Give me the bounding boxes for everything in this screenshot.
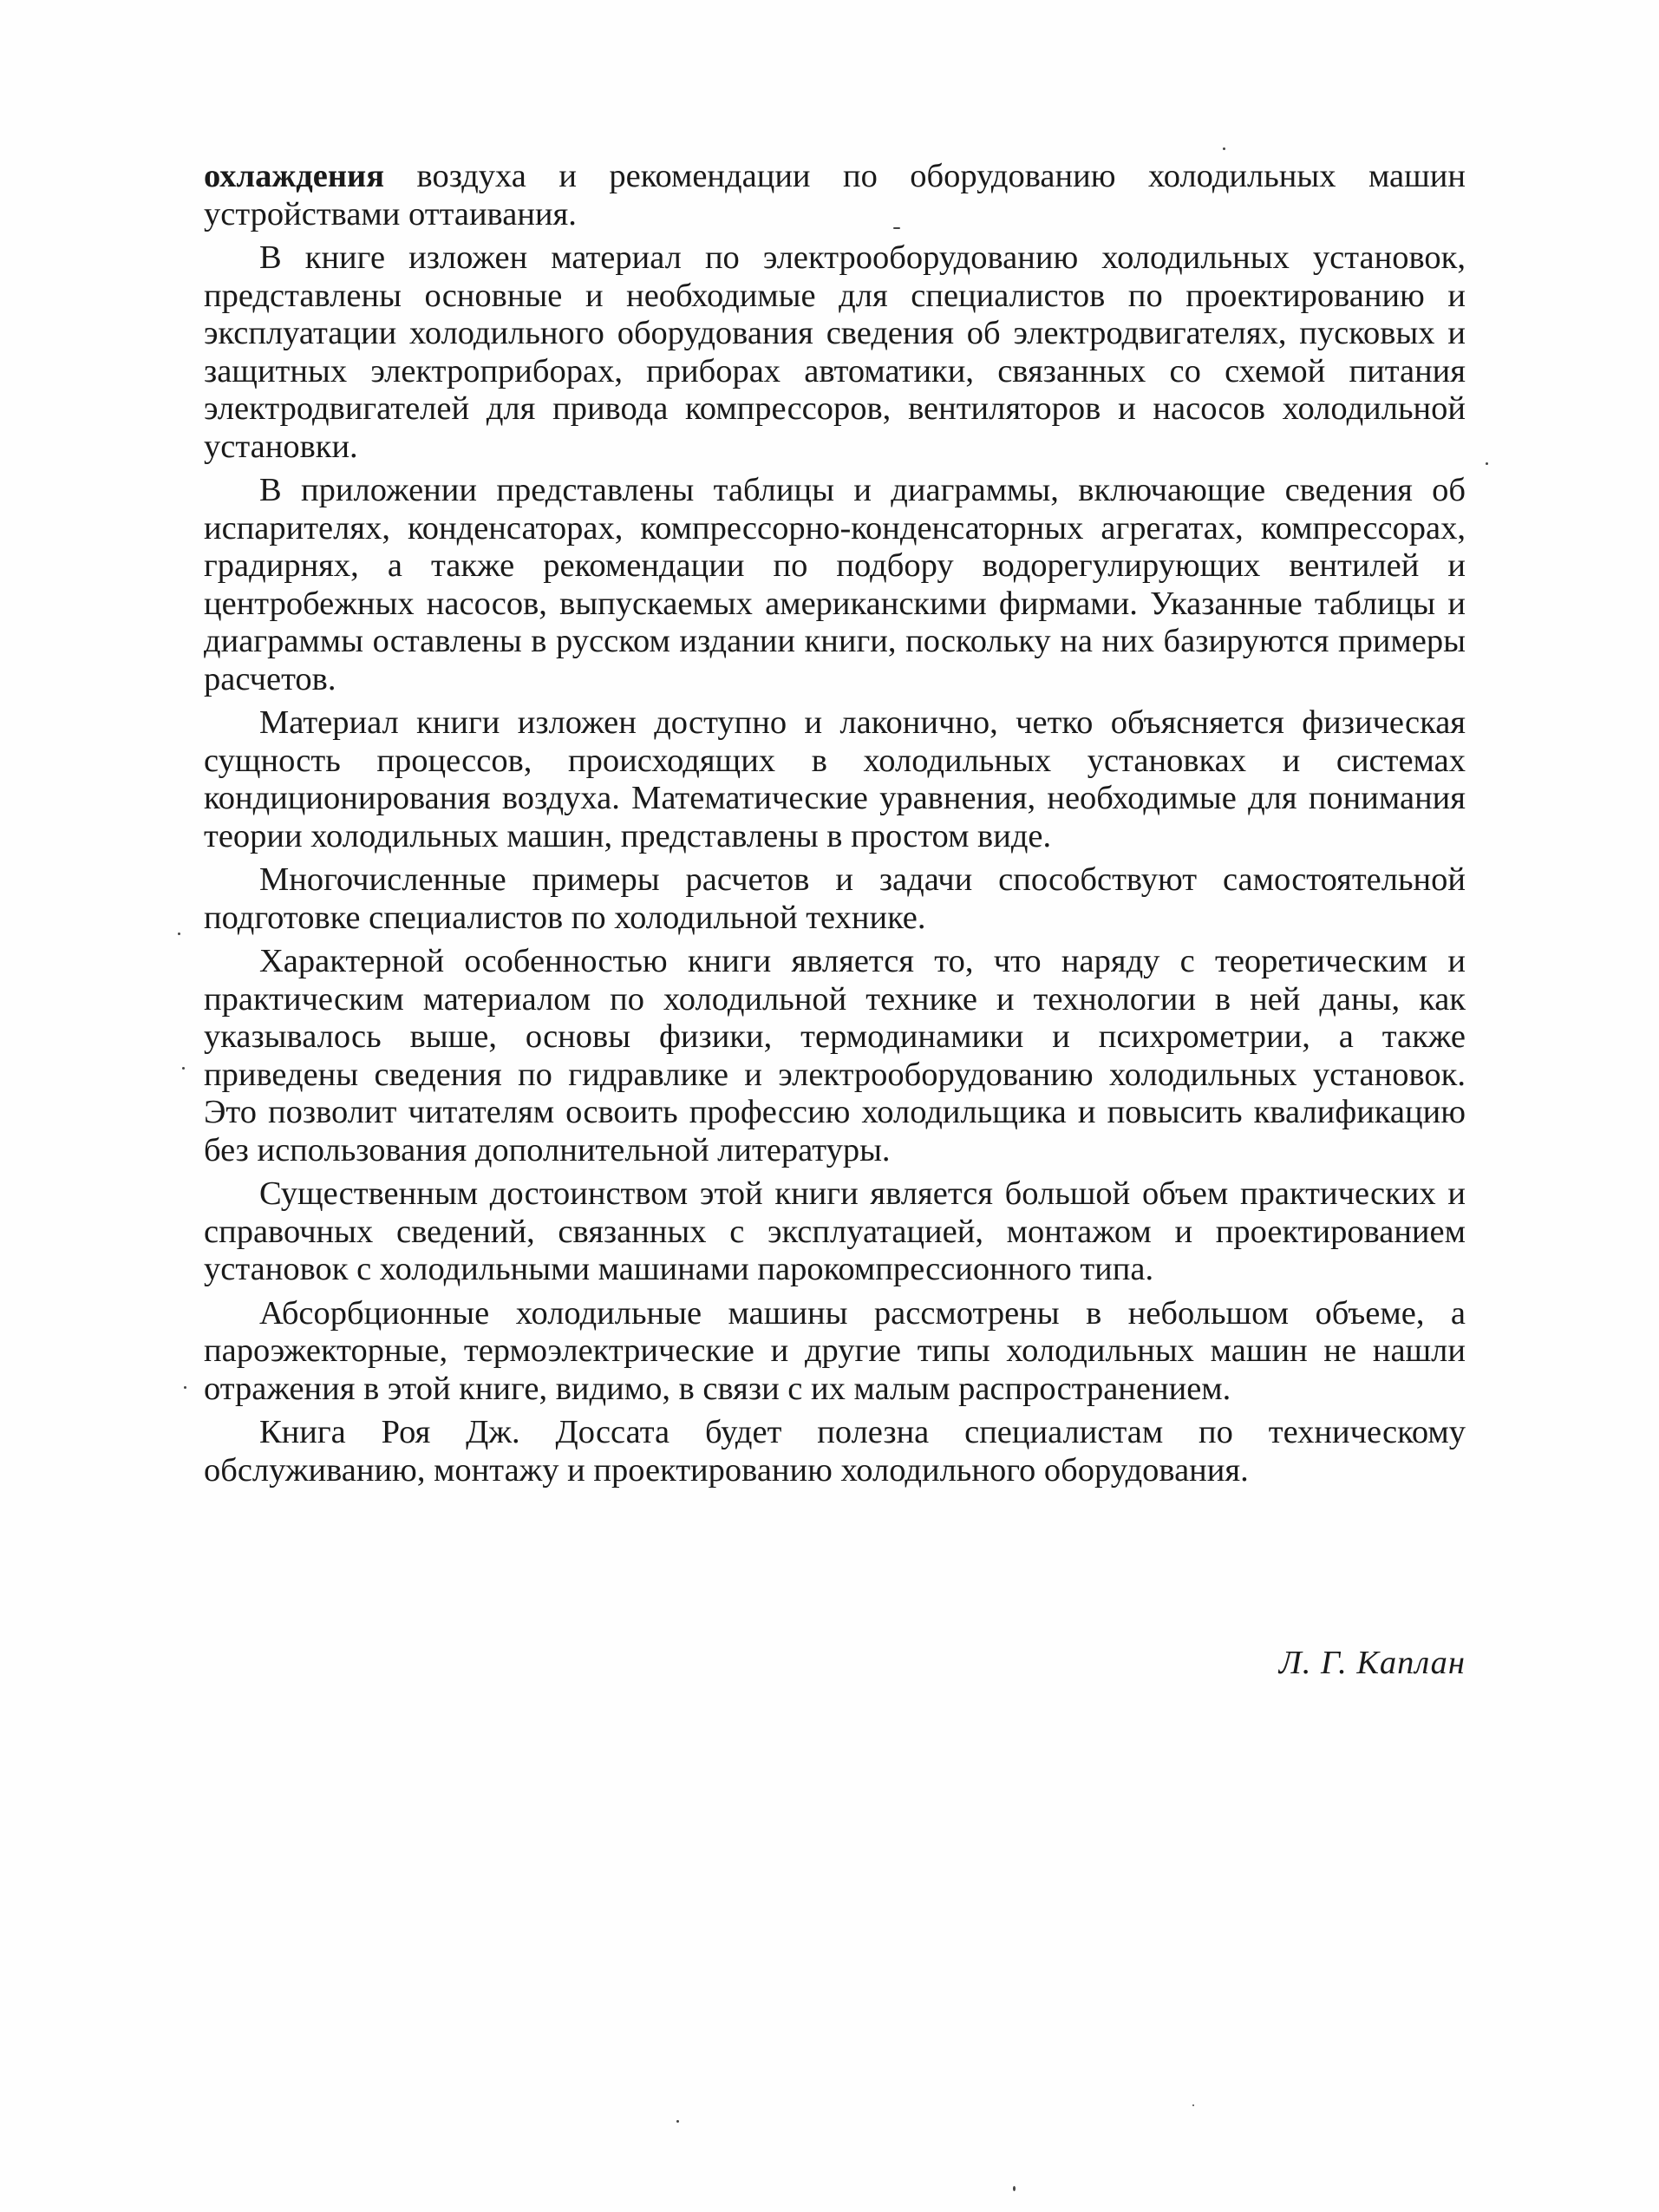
scan-speck xyxy=(893,227,900,229)
paragraph-3: В приложении представлены таблицы и диаграммы, включающие сведения об испарителях, конденсаторах, компрессорно-конденсаторных агрегатах, компрессорах, градирнях, а также рекомендации по подбору водорегулирующих вентилей и центробежных насосов, выпускаемых американскими фирмами. Указанные таблицы и диаграммы оставлены в русском издании книги, поскольку на них базируются примеры расчетов. xyxy=(204,472,1466,697)
scan-speck xyxy=(178,933,180,935)
scan-speck xyxy=(676,2120,679,2123)
paragraph-4: Материал книги изложен доступно и лаконично, четко объясняется физическая сущность процессов, происходящих в холодильных установках и системах кондиционирования воздуха. Математические уравнения, необходимые для понимания теории холодильных машин, представлены в простом виде. xyxy=(204,704,1466,854)
scan-speck xyxy=(1223,147,1225,150)
scan-speck xyxy=(182,1067,185,1070)
paragraph-2: В книге изложен материал по электрооборудованию холодильных установок, представлены основные и необходимые для специалистов по проектированию и эксплуатации холодильного оборудования сведения об электродвигателях, пусковых и защитных электроприборах, приборах автоматики, связанных со схемой питания электродвигателей для привода компрессоров, вентиляторов и насосов холодильной установки. xyxy=(204,239,1466,465)
paragraph-6: Характерной особенностью книги является то, что наряду с теоретическим и практическим материалом по холодильной технике и технологии в ней даны, как указывалось выше, основы физики, термодинамики и психрометрии, а также приведены сведения по гидравлике и электрооборудованию холодильных установок. Это позволит читателям освоить профессию холодильщика и повысить квалификацию без использования дополнительной литературы. xyxy=(204,943,1466,1168)
scan-speck xyxy=(1013,2186,1016,2191)
paragraph-1 xyxy=(204,158,1466,233)
paragraph-8: Абсорбционные холодильные машины рассмотрены в небольшом объеме, а пароэжекторные, термоэлектрические и другие типы холодильных машин не нашли отражения в этой книге, видимо, в связи с их малым распространением. xyxy=(204,1294,1466,1407)
paragraph-1-lead: охлаждения xyxy=(204,158,385,194)
scan-speck xyxy=(184,1386,186,1389)
scan-speck xyxy=(1486,462,1488,465)
author-signature: Л. Г. Каплан xyxy=(1278,1645,1466,1681)
body-text xyxy=(204,158,1466,1495)
scan-speck xyxy=(1192,2104,1194,2106)
paragraph-1-text: воздуха и рекомендации по оборудованию холодильных машин устройствами оттаивания. xyxy=(204,158,1466,232)
paragraph-5: Многочисленные примеры расчетов и задачи способствуют самостоятельной подготовке специалистов по холодильной технике. xyxy=(204,861,1466,936)
paragraph-7: Существенным достоинством этой книги является большой объем практических и справочных сведений, связанных с эксплуатацией, монтажом и проектированием установок с холодильными машинами парокомпрессионного типа. xyxy=(204,1175,1466,1287)
paragraph-9: Книга Роя Дж. Доссата будет полезна специалистам по техническому обслуживанию, монтажу и проектированию холодильного оборудования. xyxy=(204,1414,1466,1489)
